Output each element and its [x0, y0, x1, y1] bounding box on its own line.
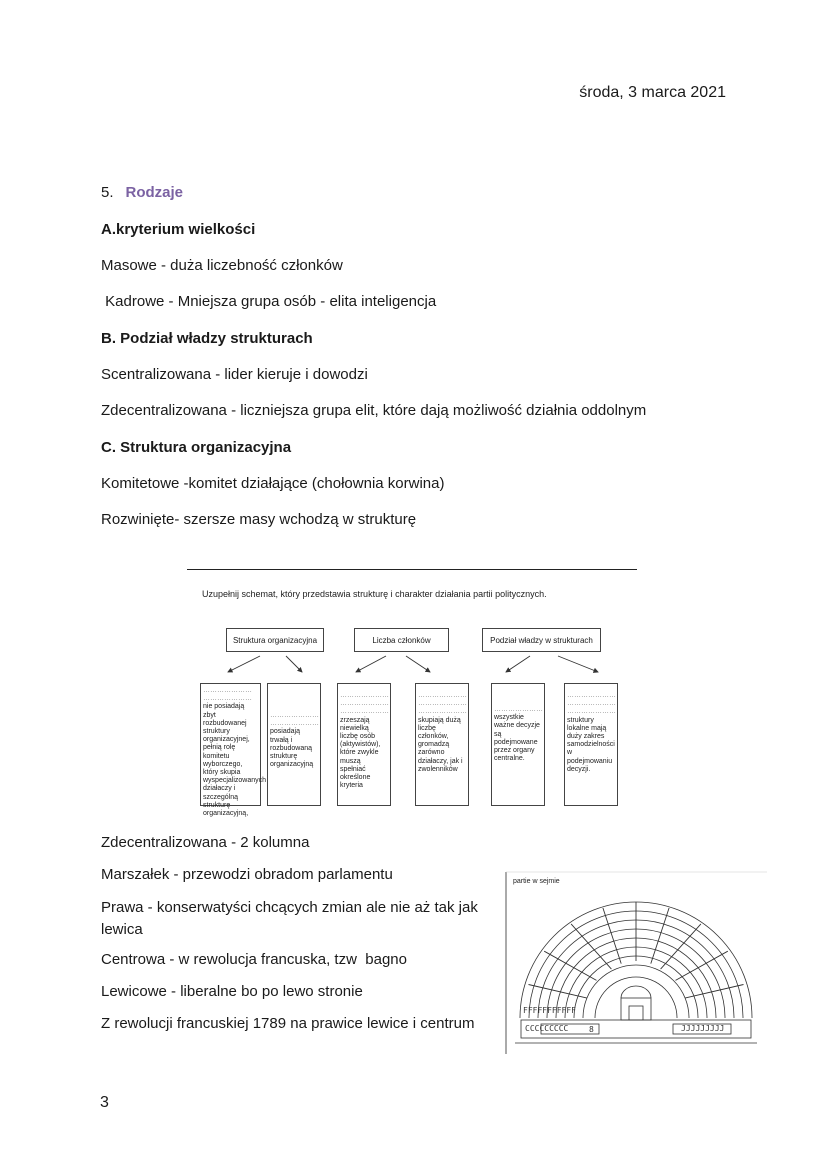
schema-box	[415, 683, 469, 806]
schema-box	[267, 683, 321, 806]
dots: …………………	[203, 695, 252, 703]
heading-c: C. Struktura organizacyjna	[101, 439, 292, 456]
text-line: Scentralizowana - lider kieruje i dowodzi	[101, 366, 368, 383]
dots: …………………	[340, 708, 389, 716]
box-text: struktury lokalne mają duży zakres samodzielności w podejmowaniu decyzji.	[567, 716, 615, 773]
dots: …………………	[340, 692, 389, 699]
schema-arrows	[180, 560, 640, 690]
svg-text:CCCCCCCCC: CCCCCCCCC	[525, 1024, 569, 1033]
note-line: Centrowa - w rewolucja francuska, tzw bagno	[101, 951, 407, 968]
text-line: Zdecentralizowana - liczniejsza grupa elit, które dają możliwość działnia oddolnym	[101, 402, 647, 419]
box-text: zrzeszają niewielką liczbę osób (aktywistów), które zwykle muszą spełniać określone kryteria	[340, 716, 381, 790]
dots: …………………	[418, 692, 467, 699]
dots: …………………	[418, 708, 467, 716]
note-line: Zdecentralizowana - 2 kolumna	[101, 834, 310, 851]
svg-text:JJJJJJJJJ: JJJJJJJJJ	[681, 1024, 725, 1033]
schema-header-structure: Struktura organizacyjna	[226, 628, 324, 652]
note-line: Prawa - konserwatyści chcących zmian ale nie aż tak jak lewica	[101, 899, 478, 938]
note-line: Marszałek - przewodzi obradom parlamentu	[101, 866, 393, 883]
section-number: 5.	[101, 184, 114, 201]
box-text: skupiają dużą liczbę członków, gromadzą zarówno działaczy, jak i zwolenników	[418, 716, 463, 773]
svg-text:8: 8	[589, 1025, 594, 1034]
dots: …………………	[270, 720, 319, 728]
note-line: Z rewolucji francuskiej 1789 na prawice lewice i centrum	[101, 1015, 475, 1032]
svg-text:FFFFFFFFFFF: FFFFFFFFFFF	[523, 1006, 576, 1015]
text-line: Kadrowe - Mniejsza grupa osób - elita inteligencja	[101, 293, 437, 310]
schema-box	[337, 683, 391, 806]
hemicycle-drawing	[505, 868, 767, 1058]
dots: …………………	[418, 700, 467, 708]
dots: …………………	[340, 700, 389, 708]
dots: …………………	[567, 708, 616, 716]
schema-header-power: Podział władzy w strukturach	[482, 628, 601, 652]
dots: …………………	[203, 687, 252, 694]
heading-b: B. Podział władzy strukturach	[101, 330, 313, 347]
page-number: 3	[100, 1094, 109, 1111]
dots: …………………	[567, 700, 616, 708]
box-text: posiadają trwałą i rozbudowaną strukturę organizacyjną	[270, 728, 314, 769]
schema-instruction: Uzupełnij schemat, który przedstawia strukturę i charakter działania partii politycznych.	[202, 589, 547, 599]
schema-box	[491, 683, 545, 806]
date: środa, 3 marca 2021	[579, 84, 726, 101]
section-title: Rodzaje	[125, 184, 184, 201]
party-structure-schema	[180, 560, 640, 820]
sejm-hemicycle-image	[505, 868, 767, 1058]
text-line: Komitetowe -komitet działające (chołownia korwina)	[101, 475, 445, 492]
dots: …………………	[494, 706, 543, 713]
heading-a: A.kryterium wielkości	[101, 221, 256, 238]
dots: …………………	[270, 712, 319, 719]
section-heading	[101, 184, 183, 201]
schema-box	[564, 683, 618, 806]
text-line: Rozwinięte- szersze masy wchodzą w strukturę	[101, 511, 417, 528]
dots: …………………	[567, 692, 616, 699]
box-text: wszystkie ważne decyzje są podejmowane przez organy centralne.	[494, 714, 540, 763]
schema-box	[200, 683, 267, 818]
schema-header-members: Liczba członków	[354, 628, 449, 652]
box-text: nie posiadają zbyt rozbudowanej struktury organizacyjnej, pełnią rolę komitetu wyborczego, który skupia wyspecjalizowanych działaczy i szczególną strukturę organizacyjną,	[203, 703, 267, 818]
hemicycle-label: partie w sejmie	[513, 878, 560, 885]
text-line: Masowe - duża liczebność członków	[101, 257, 343, 274]
note-line: Lewicowe - liberalne bo po lewo stronie	[101, 983, 363, 1000]
